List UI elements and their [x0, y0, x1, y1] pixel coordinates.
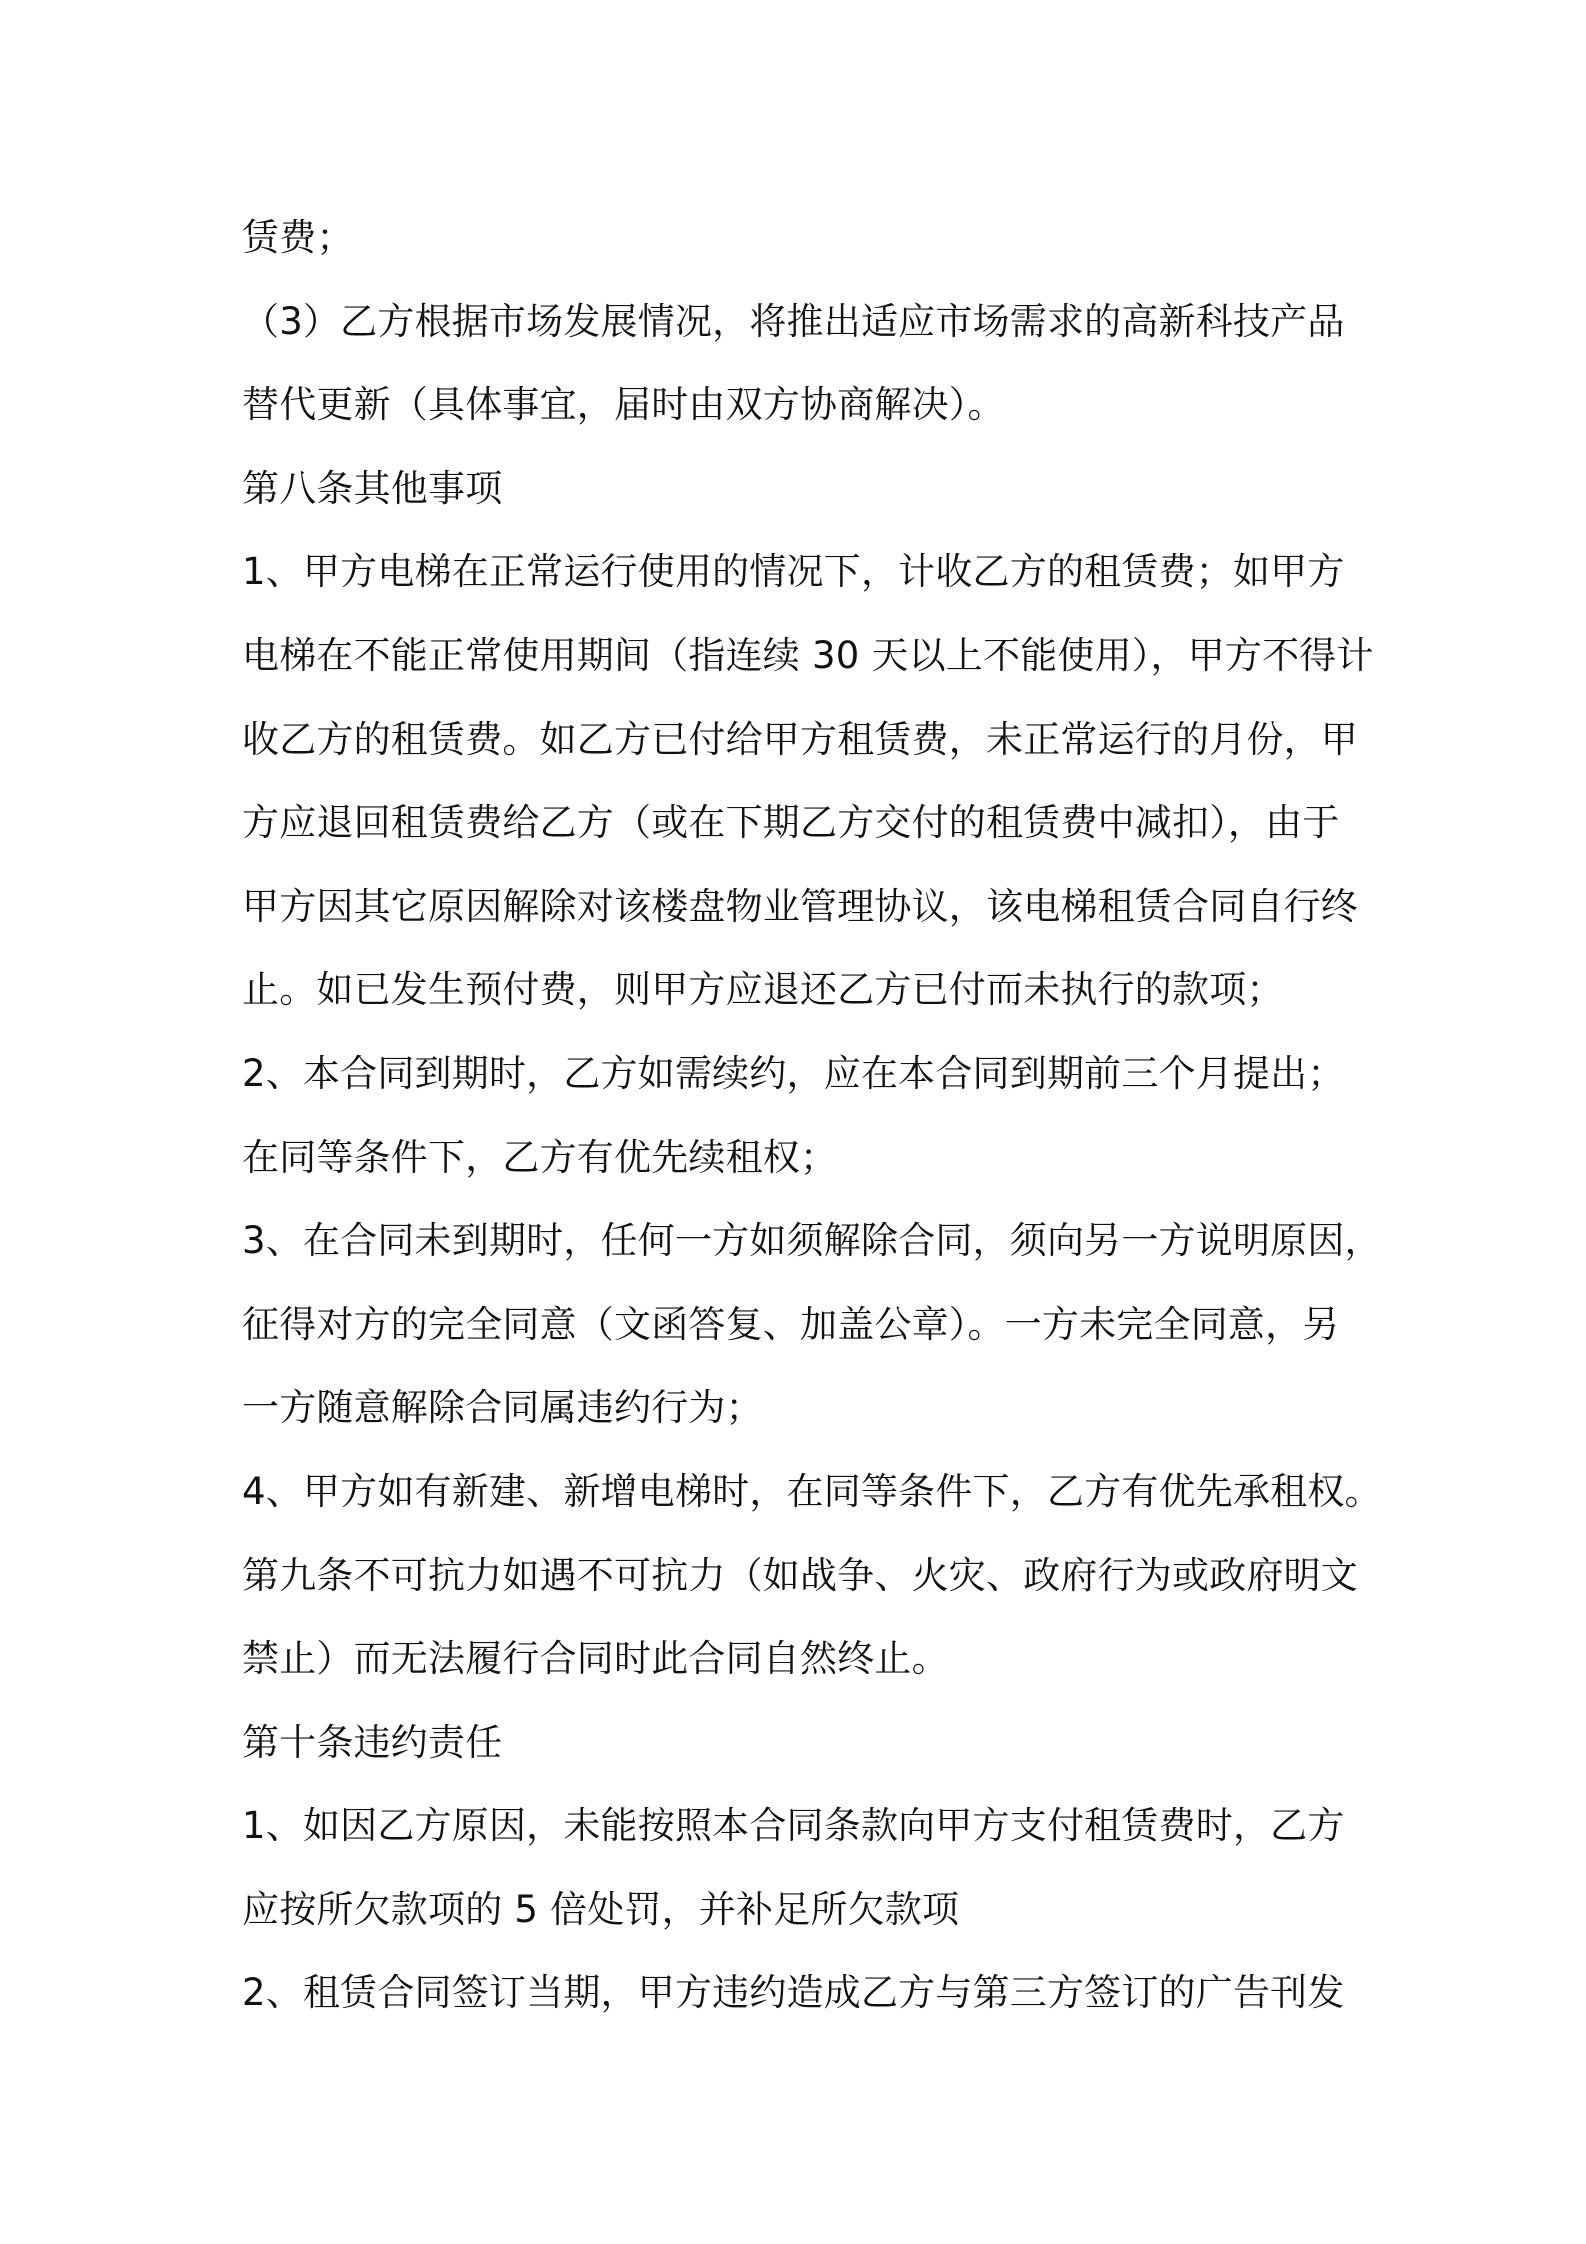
- text-line: 赁费；: [242, 216, 354, 259]
- text-line: 甲方因其它原因解除对该楼盘物业管理协议，该电梯租赁合同自行终: [242, 884, 1358, 928]
- text-line: （3）乙方根据市场发展情况，将推出适应市场需求的高新科技产品: [242, 299, 1345, 343]
- text-line: 禁止）而无法履行合同时此合同自然终止。: [242, 1637, 949, 1681]
- text-line: 止。如已发生预付费，则甲方应退还乙方已付而未执行的款项；: [242, 968, 1284, 1012]
- text-line: 应按所欠款项的 5 倍处罚，并补足所欠款项: [242, 1887, 960, 1931]
- text-line: 一方随意解除合同属违约行为；: [242, 1386, 763, 1430]
- text-line: 替代更新（具体事宜，届时由双方协商解决）。: [242, 383, 1005, 427]
- text-line: 1、如因乙方原因，未能按照本合同条款向甲方支付租赁费时，乙方: [242, 1804, 1345, 1848]
- section-heading: 第八条其他事项: [242, 466, 503, 510]
- text-line: 2、租赁合同签订当期，甲方违约造成乙方与第三方签订的广告刊发: [242, 1971, 1345, 2015]
- text-line: 征得对方的完全同意（文函答复、加盖公章）。一方未完全同意，另: [242, 1302, 1340, 1346]
- text-line: 电梯在不能正常使用期间（指连续 30 天以上不能使用），甲方不得计: [242, 633, 1374, 677]
- text-line: 2、本合同到期时，乙方如需续约，应在本合同到期前三个月提出；: [242, 1051, 1345, 1095]
- section-heading: 第十条违约责任: [242, 1720, 503, 1764]
- text-line: 1、甲方电梯在正常运行使用的情况下，计收乙方的租赁费；如甲方: [242, 550, 1345, 594]
- text-line: 在同等条件下，乙方有优先续租权；: [242, 1135, 838, 1179]
- text-line: 第九条不可抗力如遇不可抗力（如战争、火灾、政府行为或政府明文: [242, 1553, 1358, 1597]
- text-line: 3、在合同未到期时，任何一方如须解除合同，须向另一方说明原因，: [242, 1219, 1382, 1263]
- document-body: [242, 196, 1382, 2035]
- text-line: 4、甲方如有新建、新增电梯时，在同等条件下，乙方有优先承租权。: [242, 1469, 1382, 1513]
- text-line: 收乙方的租赁费。如乙方已付给甲方租赁费，未正常运行的月份，甲: [242, 717, 1358, 761]
- text-line: 方应退回租赁费给乙方（或在下期乙方交付的租赁费中减扣），由于: [242, 801, 1340, 845]
